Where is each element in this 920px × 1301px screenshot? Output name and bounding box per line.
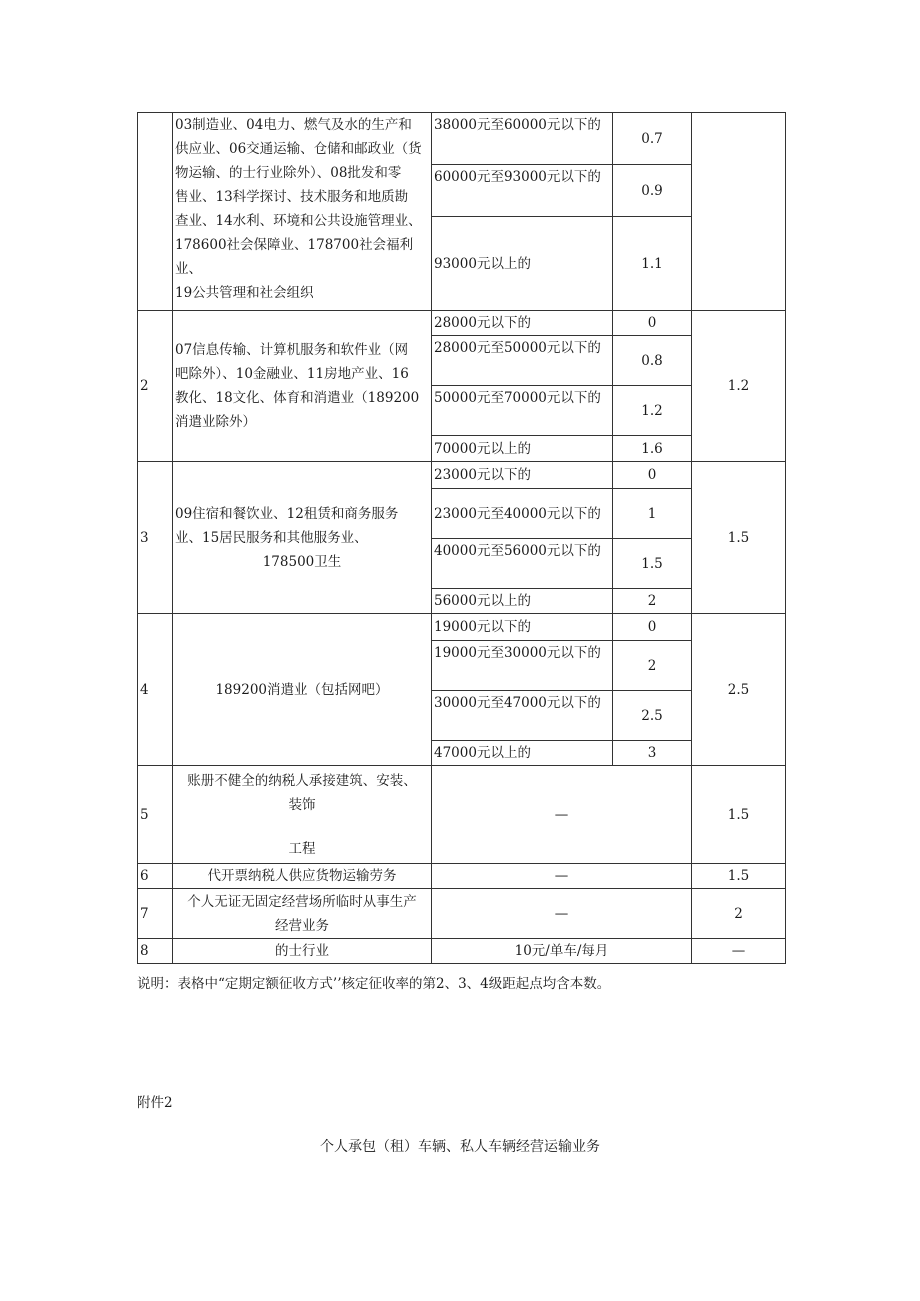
range-cell: 19000元以下的 [432, 614, 613, 641]
row-number: 2 [138, 311, 173, 462]
annex-label: 附件2 [137, 1095, 173, 1111]
range-cell: 23000元以下的 [432, 462, 613, 489]
row-number: 3 [138, 462, 173, 614]
range-cell: 23000元至40000元以下的 [432, 489, 613, 539]
rate-cell: 0.7 [613, 113, 692, 165]
range-cell: — [432, 889, 692, 939]
row-number: 4 [138, 614, 173, 766]
tax-rate-table [137, 112, 786, 964]
range-cell: 30000元至47000元以下的 [432, 691, 613, 741]
annex-title: 个人承包（租）车辆、私人车辆经营运输业务 [320, 1139, 600, 1155]
industry-cell: 账册不健全的纳税人承接建筑、安装、 装饰 工程 [173, 766, 432, 864]
industry-cell: 07信息传输、计算机服务和软件业（网 吧除外）、10金融业、11房地产业、16 教化、18文化、体育和消遣业（189200 消遣业除外） [173, 311, 432, 462]
industry-cell: 个人无证无固定经营场所临时从事生产 经营业务 [173, 889, 432, 939]
rate-cell: 1.2 [613, 386, 692, 436]
range-cell: 50000元至70000元以下的 [432, 386, 613, 436]
industry-cell: 代开票纳税人供应货物运输劳务 [173, 864, 432, 889]
rate-cell: 1.6 [613, 436, 692, 462]
row-number: 5 [138, 766, 173, 864]
rate-cell: 1.1 [613, 217, 692, 311]
table-row [138, 766, 786, 864]
table-row [138, 113, 786, 165]
industry-cell: 189200消遣业（包括网吧） [173, 614, 432, 766]
fixed-rate-cell [692, 113, 786, 311]
rate-cell: 1.5 [613, 539, 692, 589]
fixed-rate-cell: 2 [692, 889, 786, 939]
range-cell: — [432, 766, 692, 864]
fixed-rate-cell: 1.5 [692, 864, 786, 889]
table-note: 说明：表格中“定期定额征收方式’’核定征收率的第2、3、4级距起点均含本数。 [137, 976, 611, 992]
industry-cell: 的士行业 [173, 939, 432, 964]
range-cell: 70000元以上的 [432, 436, 613, 462]
fixed-rate-cell: — [692, 939, 786, 964]
fixed-rate-cell: 1.5 [692, 766, 786, 864]
table-row [138, 939, 786, 964]
range-cell: 60000元至93000元以下的 [432, 165, 613, 217]
rate-cell: 0 [613, 311, 692, 336]
rate-cell: 0 [613, 614, 692, 641]
rate-cell: 0.9 [613, 165, 692, 217]
range-cell: 47000元以上的 [432, 741, 613, 766]
table-row [138, 311, 786, 336]
rate-cell: 2.5 [613, 691, 692, 741]
rate-cell: 0.8 [613, 336, 692, 386]
range-cell: 56000元以上的 [432, 589, 613, 614]
table-row [138, 462, 786, 489]
rate-cell: 0 [613, 462, 692, 489]
row-number: 7 [138, 889, 173, 939]
table-row [138, 614, 786, 641]
range-cell: 38000元至60000元以下的 [432, 113, 613, 165]
range-cell: 28000元以下的 [432, 311, 613, 336]
row-number: 8 [138, 939, 173, 964]
rate-cell: 3 [613, 741, 692, 766]
rate-cell: 1 [613, 489, 692, 539]
range-cell: 28000元至50000元以下的 [432, 336, 613, 386]
fixed-rate-cell: 2.5 [692, 614, 786, 766]
industry-cell: 03制造业、04电力、燃气及水的生产和 供应业、06交通运输、仓储和邮政业（货 物运输、的士行业除外）、08批发和零 售业、13科学探讨、技术服务和地质勘 查业、14水利、环境和公共设施管理业、 178600社会保障业、178700社会福利业、 19公共管理和社会组织 [173, 113, 432, 311]
industry-cell: 09住宿和餐饮业、12租赁和商务服务 业、15居民服务和其他服务业、 178500卫生 [173, 462, 432, 614]
table-row [138, 864, 786, 889]
fixed-rate-cell: 1.5 [692, 462, 786, 614]
table-row [138, 889, 786, 939]
range-cell: 40000元至56000元以下的 [432, 539, 613, 589]
row-number [138, 113, 173, 311]
range-cell: 93000元以上的 [432, 217, 613, 311]
range-cell: 19000元至30000元以下的 [432, 641, 613, 691]
rate-cell: 2 [613, 641, 692, 691]
row-number: 6 [138, 864, 173, 889]
fixed-rate-cell: 1.2 [692, 311, 786, 462]
range-cell: — [432, 864, 692, 889]
rate-cell: 2 [613, 589, 692, 614]
range-cell: 10元/单车/每月 [432, 939, 692, 964]
